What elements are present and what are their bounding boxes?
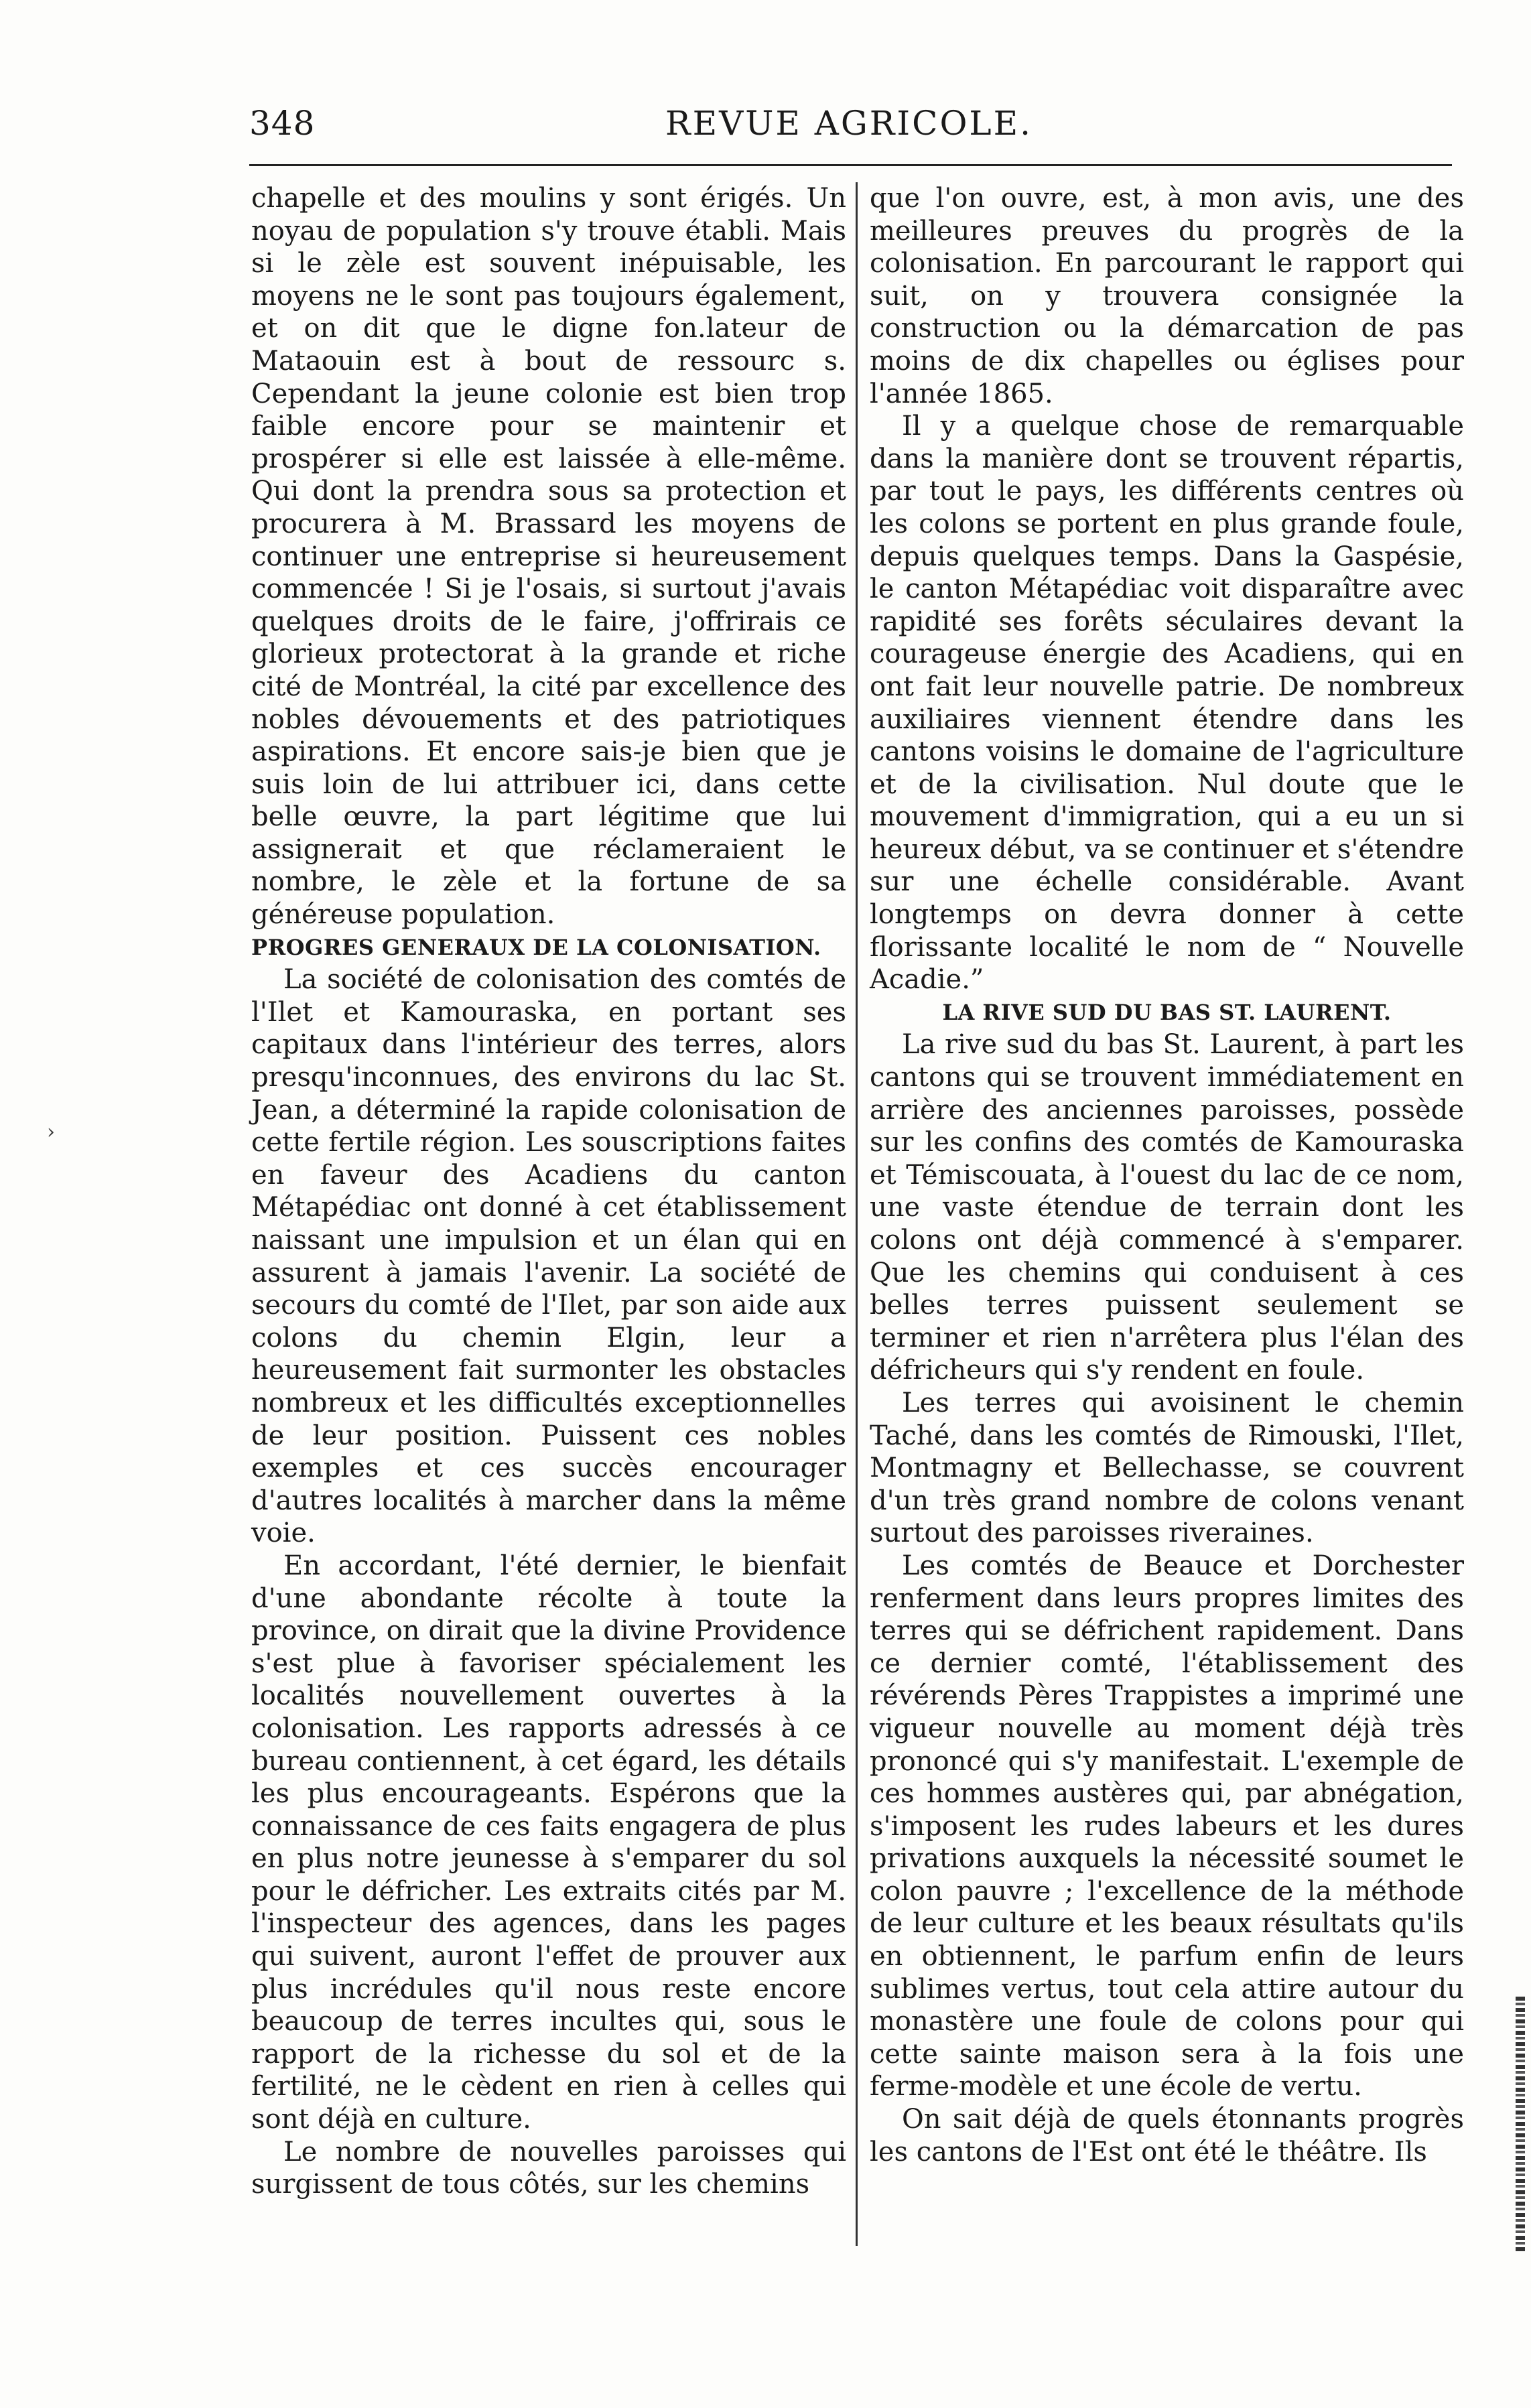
right-paragraph-4: Les terres qui avoisinent le chemin Taché, dans les comtés de Rimouski, l'Ilet, Montmagny et Bellechasse, se couvrent d'un très grand nombre de colons venant surtout des paroisses riveraines.	[870, 1387, 1464, 1549]
left-paragraph-2: La société de colonisation des comtés de l'Ilet et Kamouraska, en portant ses capitaux dans l'intérieur des terres, alors presqu'inconnues, des environs du lac St. Jean, a déterminé la rapide colonisation de cette fertile région. Les souscriptions faites en faveur des Acadiens du canton Métapédiac ont donné à cet établissement naissant une impulsion et un élan qui en assurent à jamais l'avenir. La société de secours du comté de l'Ilet, par son aide aux colons du chemin Elgin, leur a heureusement fait surmonter les obstacles nombreux et les difficultés exceptionnelles de leur position. Puissent ces nobles exemples et ces succès encourager d'autres localités à marcher dans la même voie.	[251, 964, 846, 1549]
section-heading-progres: PROGRES GENERAUX DE LA COLONISATION.	[251, 934, 821, 960]
right-paragraph-3: La rive sud du bas St. Laurent, à part les cantons qui se trouvent immédiatement en arrière des anciennes paroisses, possède sur les confins des comtés de Kamouraska et Témiscouata, à l'ouest du lac de ce nom, une vaste étendue de terrain dont les colons ont déjà commencé à s'emparer. Que les chemins qui conduisent à ces belles terres puissent seulement se terminer et rien n'arrêtera plus l'élan des défricheurs qui s'y rendent en foule.	[870, 1029, 1464, 1386]
right-paragraph-1: que l'on ouvre, est, à mon avis, une des meilleures preuves du progrès de la colonisation. En parcourant le rapport qui suit, on y trouvera consignée la construction ou la démarcation de pas moins de dix chapelles ou églises pour l'année 1865.	[870, 183, 1464, 409]
left-paragraph-1: chapelle et des moulins y sont érigés. Un noyau de population s'y trouve établi. Mais si le zèle est souvent inépuisable, les moyens ne le sont pas toujours également, et on dit que le digne fon.lateur de Mataouin est à bout de ressourc s. Cependant la jeune colonie est bien trop faible encore pour se maintenir et prospérer si elle est laissée à elle-même. Qui dont la prendra sous sa protection et procurera à M. Brassard les moyens de continuer une entreprise si heureusement commencée ! Si je l'osais, si surtout j'avais quelques droits de le faire, j'offrirais ce glorieux protectorat à la grande et riche cité de Montréal, la cité par excellence des nobles dévouements et des patriotiques aspirations. Et encore sais-je bien que je suis loin de lui attribuer ici, dans cette belle œuvre, la part légitime que lui assignerait et que réclameraient le nombre, le zèle et la fortune de sa généreuse population.	[251, 183, 846, 931]
left-paragraph-3: En accordant, l'été dernier, le bienfait d'une abondante récolte à toute la province, on dirait que la divine Providence s'est plue à favoriser spécialement les localités nouvellement ouvertes à la colonisation. Les rapports adressés à ce bureau contiennent, à cet égard, les détails les plus encourageants. Espérons que la connaissance de ces faits engagera de plus en plus notre jeunesse à s'emparer du sol pour le défricher. Les extraits cités par M. l'inspecteur des agences, dans les pages qui suivent, auront l'effet de prouver aux plus incrédules qu'il nous reste encore beaucoup de terres incultes qui, sous le rapport de la richesse du sol et de la fertilité, ne le cèdent en rien à celles qui sont déjà en culture.	[251, 1550, 846, 2135]
header-rule	[249, 164, 1452, 166]
left-column	[251, 182, 846, 2201]
column-divider	[856, 182, 858, 2246]
right-column	[870, 182, 1464, 2168]
right-paragraph-6: On sait déjà de quels étonnants progrès les cantons de l'Est ont été le théâtre. Ils	[870, 2104, 1464, 2167]
page-header	[249, 104, 1449, 151]
page-edge-strip	[1516, 1997, 1525, 2251]
left-paragraph-4: Le nombre de nouvelles paroisses qui surgissent de tous côtés, sur les chemins	[251, 2136, 846, 2200]
right-paragraph-5: Les comtés de Beauce et Dorchester renferment dans leurs propres limites des terres qui se défrichent rapidement. Dans ce dernier comté, l'établissement des révérends Pères Trappistes a imprimé une vigueur nouvelle au moment déjà très prononcé qui s'y manifestait. L'exemple de ces hommes austères qui, par abnégation, s'imposent les rudes labeurs et les dures privations auxquels la nécessité soumet le colon pauvre ; l'excellence de la méthode de leur culture et les beaux résultats qu'ils en obtiennent, le parfum enfin de leurs sublimes vertus, tout cela attire autour du monastère une foule de colons pour qui cette sainte maison sera à la fois une ferme-modèle et une école de vertu.	[870, 1550, 1464, 2102]
margin-mark: ›	[47, 1120, 55, 1144]
running-title: REVUE AGRICOLE.	[665, 104, 1033, 143]
section-heading-rive-sud: LA RIVE SUD DU BAS ST. LAURENT.	[942, 999, 1392, 1025]
page-number: 348	[249, 104, 316, 143]
right-paragraph-2: Il y a quelque chose de remarquable dans la manière dont se trouvent répartis, par tout le pays, les différents centres où les colons se portent en plus grande foule, depuis quelques temps. Dans la Gaspésie, le canton Métapédiac voit disparaître avec rapidité ses forêts séculaires devant la courageuse énergie des Acadiens, qui en ont fait leur nouvelle patrie. De nombreux auxiliaires viennent étendre dans les cantons voisins le domaine de l'agriculture et de la civilisation. Nul doute que le mouvement d'immigration, qui a eu un si heureux début, va se continuer et s'étendre sur une échelle considérable. Avant longtemps on devra donner à cette florissante localité le nom de “ Nouvelle Acadie.”	[870, 411, 1464, 996]
